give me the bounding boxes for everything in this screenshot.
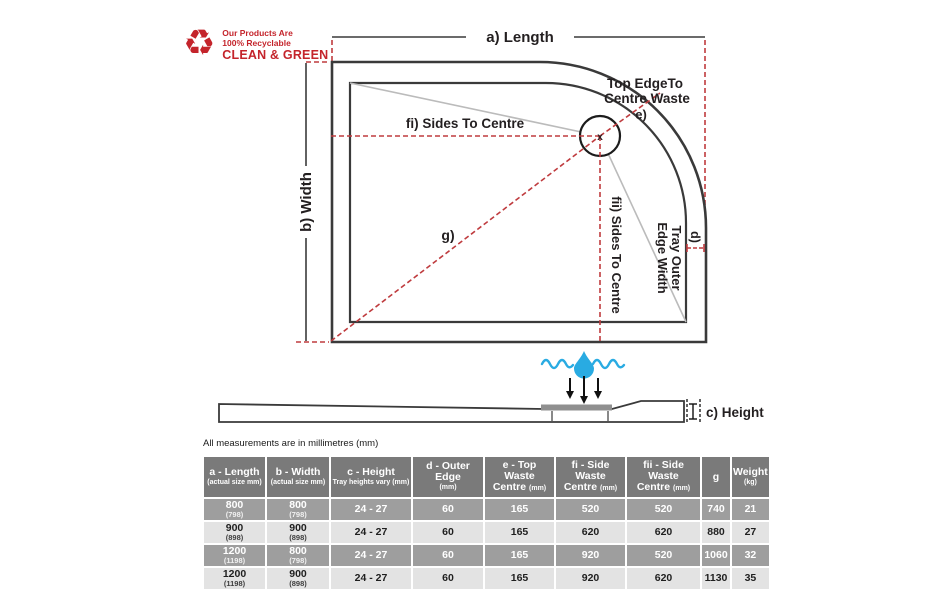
header-cell: fi - Side Waste Centre (mm) xyxy=(555,456,626,498)
table-cell: 1200 (1198) xyxy=(203,567,266,590)
length-label: a) Length xyxy=(486,29,554,46)
table-cell: 32 xyxy=(731,544,770,567)
down-arrow-middle-head xyxy=(580,396,588,404)
e-label: e) xyxy=(635,107,647,122)
table-row xyxy=(203,498,770,521)
top-edge-to-centre-waste-label-line1: Top EdgeTo xyxy=(607,76,683,91)
header-cell: d - Outer Edge (mm) xyxy=(412,456,484,498)
table-cell: 620 xyxy=(626,567,701,590)
dimensions-table xyxy=(202,455,771,591)
table-cell: 60 xyxy=(412,521,484,544)
height-label: c) Height xyxy=(706,405,764,420)
top-edge-to-centre-waste-label-line2: Centre Waste xyxy=(604,91,690,106)
table-cell: 740 xyxy=(701,498,731,521)
water-drop-icon xyxy=(574,351,594,379)
header-cell: g xyxy=(701,456,731,498)
down-arrow-left-head xyxy=(566,391,574,399)
table-cell: 1200 (1198) xyxy=(203,544,266,567)
table-row xyxy=(203,544,770,567)
water-wave-icon-right xyxy=(593,360,624,368)
table-cell: 24 - 27 xyxy=(330,498,412,521)
header-cell: e - Top Waste Centre (mm) xyxy=(484,456,555,498)
header-cell: Weight (kg) xyxy=(731,456,770,498)
tray-outer-edge-width-label-line2: Edge Width xyxy=(655,222,670,294)
table-header xyxy=(203,456,770,498)
table-cell: 27 xyxy=(731,521,770,544)
table-cell: 900 (898) xyxy=(266,567,330,590)
table-cell: 520 xyxy=(555,498,626,521)
table-cell: 60 xyxy=(412,498,484,521)
table-row xyxy=(203,567,770,590)
header-cell: b - Width (actual size mm) xyxy=(266,456,330,498)
measurements-note: All measurements are in millimetres (mm) xyxy=(203,438,379,449)
table-cell: 520 xyxy=(626,498,701,521)
fii-sides-to-centre-label: fii) Sides To Centre xyxy=(609,196,624,314)
logo-line-3: CLEAN & GREEN xyxy=(222,48,329,62)
table-cell: 60 xyxy=(412,567,484,590)
table-cell: 620 xyxy=(555,521,626,544)
waste-centre-marker: x xyxy=(597,132,603,143)
table-cell: 920 xyxy=(555,567,626,590)
table-cell: 1130 xyxy=(701,567,731,590)
table-cell: 21 xyxy=(731,498,770,521)
table-cell: 800 (798) xyxy=(203,498,266,521)
water-wave-icon-left xyxy=(542,360,573,368)
table-cell: 880 xyxy=(701,521,731,544)
logo-line-1: Our Products Are xyxy=(222,28,293,38)
header-cell: a - Length (actual size mm) xyxy=(203,456,266,498)
table-cell: 920 xyxy=(555,544,626,567)
table-cell: 35 xyxy=(731,567,770,590)
table-cell: 165 xyxy=(484,498,555,521)
table-cell: 24 - 27 xyxy=(330,544,412,567)
table-row xyxy=(203,521,770,544)
table-cell: 900 (898) xyxy=(266,521,330,544)
down-arrow-right-head xyxy=(594,391,602,399)
table-cell: 800 (798) xyxy=(266,498,330,521)
profile-waste-cover xyxy=(541,405,612,411)
width-label: b) Width xyxy=(298,172,315,232)
table-cell: 620 xyxy=(626,521,701,544)
g-label: g) xyxy=(441,227,455,243)
table-cell: 60 xyxy=(412,544,484,567)
fi-sides-to-centre-label: fi) Sides To Centre xyxy=(405,116,525,131)
header-cell: fii - Side Waste Centre (mm) xyxy=(626,456,701,498)
recycle-icon: ♻ xyxy=(183,23,216,64)
logo-line-2: 100% Recyclable xyxy=(222,38,291,48)
tray-outer-edge-width-label-line1: Tray Outer xyxy=(669,225,684,291)
table-cell: 1060 xyxy=(701,544,731,567)
table-cell: 165 xyxy=(484,521,555,544)
header-cell: c - Height Tray heights vary (mm) xyxy=(330,456,412,498)
table-cell: 800 (798) xyxy=(266,544,330,567)
table-cell: 24 - 27 xyxy=(330,521,412,544)
table-cell: 165 xyxy=(484,567,555,590)
table-cell: 165 xyxy=(484,544,555,567)
profile-outline xyxy=(219,401,684,422)
table-body xyxy=(203,498,770,590)
table-header-row xyxy=(203,456,770,498)
table-cell: 24 - 27 xyxy=(330,567,412,590)
table-cell: 520 xyxy=(626,544,701,567)
table-cell: 900 (898) xyxy=(203,521,266,544)
d-label: d) xyxy=(688,231,702,243)
